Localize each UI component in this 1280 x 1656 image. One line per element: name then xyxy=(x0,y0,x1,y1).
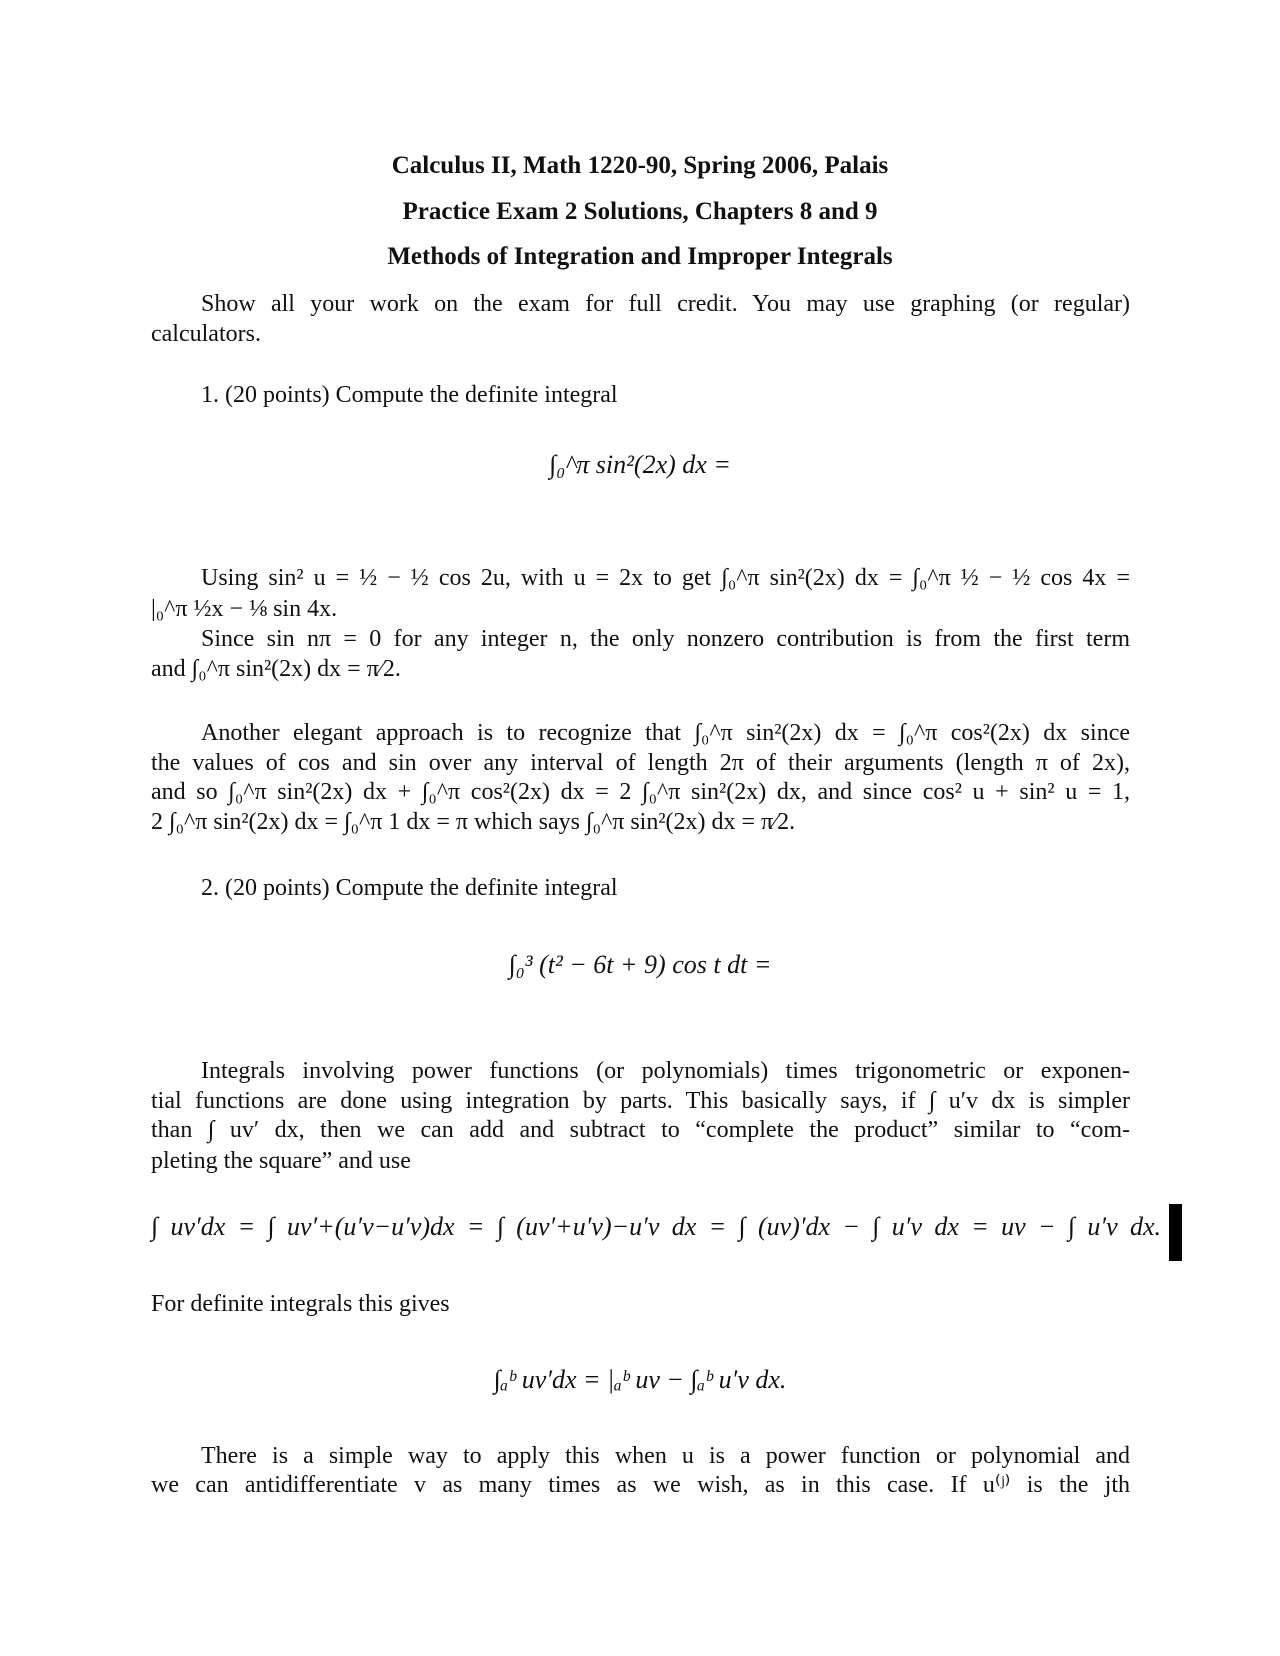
question-2-integral: ∫₀³ (t² − 6t + 9) cos t dt = xyxy=(508,950,772,979)
solution-line: and ∫₀^π sin²(2x) dx = π⁄2. xyxy=(151,656,401,682)
solution-line: Another elegant approach is to recognize that ∫₀^π sin²(2x) dx = ∫₀^π cos²(2x) dx since xyxy=(201,720,1130,746)
solution-line: 2 ∫₀^π sin²(2x) dx = ∫₀^π 1 dx = π which says ∫₀^π sin²(2x) dx = π⁄2. xyxy=(151,809,796,835)
integration-by-parts-formula: ∫ uv′dx = ∫ uv′+(u′v−u′v)dx = ∫ (uv′+u′v)−u′v dx = ∫ (uv)′dx − ∫ u′v dx = uv − ∫ u′v dx. xyxy=(151,1212,1161,1241)
solution-line: Integrals involving power functions (or polynomials) times trigonometric or exponen- xyxy=(201,1058,1130,1084)
definite-integrals-label: For definite integrals this gives xyxy=(151,1291,450,1317)
solution-line: Using sin² u = ½ − ½ cos 2u, with u = 2x to get ∫₀^π sin²(2x) dx = ∫₀^π ½ − ½ cos 4x = xyxy=(201,565,1130,591)
definite-parts-formula: ∫ₐᵇ uv′dx = |ₐᵇ uv − ∫ₐᵇ u′v dx. xyxy=(493,1365,787,1394)
topic-title: Methods of Integration and Improper Integrals xyxy=(387,243,893,270)
question-1-prompt: 1. (20 points) Compute the definite integral xyxy=(201,382,618,408)
instructions-line: Show all your work on the exam for full credit. You may use graphing (or regular) xyxy=(201,291,1130,317)
solution-line: and so ∫₀^π sin²(2x) dx + ∫₀^π cos²(2x) dx = 2 ∫₀^π sin²(2x) dx, and since cos² u + sin² u = 1, xyxy=(151,779,1130,805)
text-cursor-block xyxy=(1169,1204,1182,1261)
instructions-line: calculators. xyxy=(151,321,261,347)
solution-line: the values of cos and sin over any interval of length 2π of their arguments (length π of 2x), xyxy=(151,750,1130,776)
question-2-prompt: 2. (20 points) Compute the definite integral xyxy=(201,875,618,901)
solution-line: we can antidifferentiate v as many times as we wish, as in this case. If u⁽ʲ⁾ is the jth xyxy=(151,1472,1130,1498)
solution-line: pleting the square” and use xyxy=(151,1148,411,1174)
solution-line: |₀^π ½x − ⅛ sin 4x. xyxy=(151,596,338,622)
solution-line: Since sin nπ = 0 for any integer n, the only nonzero contribution is from the first term xyxy=(201,626,1130,652)
course-title: Calculus II, Math 1220-90, Spring 2006, Palais xyxy=(391,152,889,179)
solution-line: There is a simple way to apply this when u is a power function or polynomial and xyxy=(201,1443,1130,1469)
question-1-integral: ∫₀^π sin²(2x) dx = xyxy=(549,450,731,479)
solution-line: than ∫ uv′ dx, then we can add and subtract to “complete the product” similar to “com- xyxy=(151,1117,1130,1143)
solution-line: tial functions are done using integration by parts. This basically says, if ∫ u′v dx is simpler xyxy=(151,1088,1130,1114)
exam-title: Practice Exam 2 Solutions, Chapters 8 and 9 xyxy=(402,198,878,225)
